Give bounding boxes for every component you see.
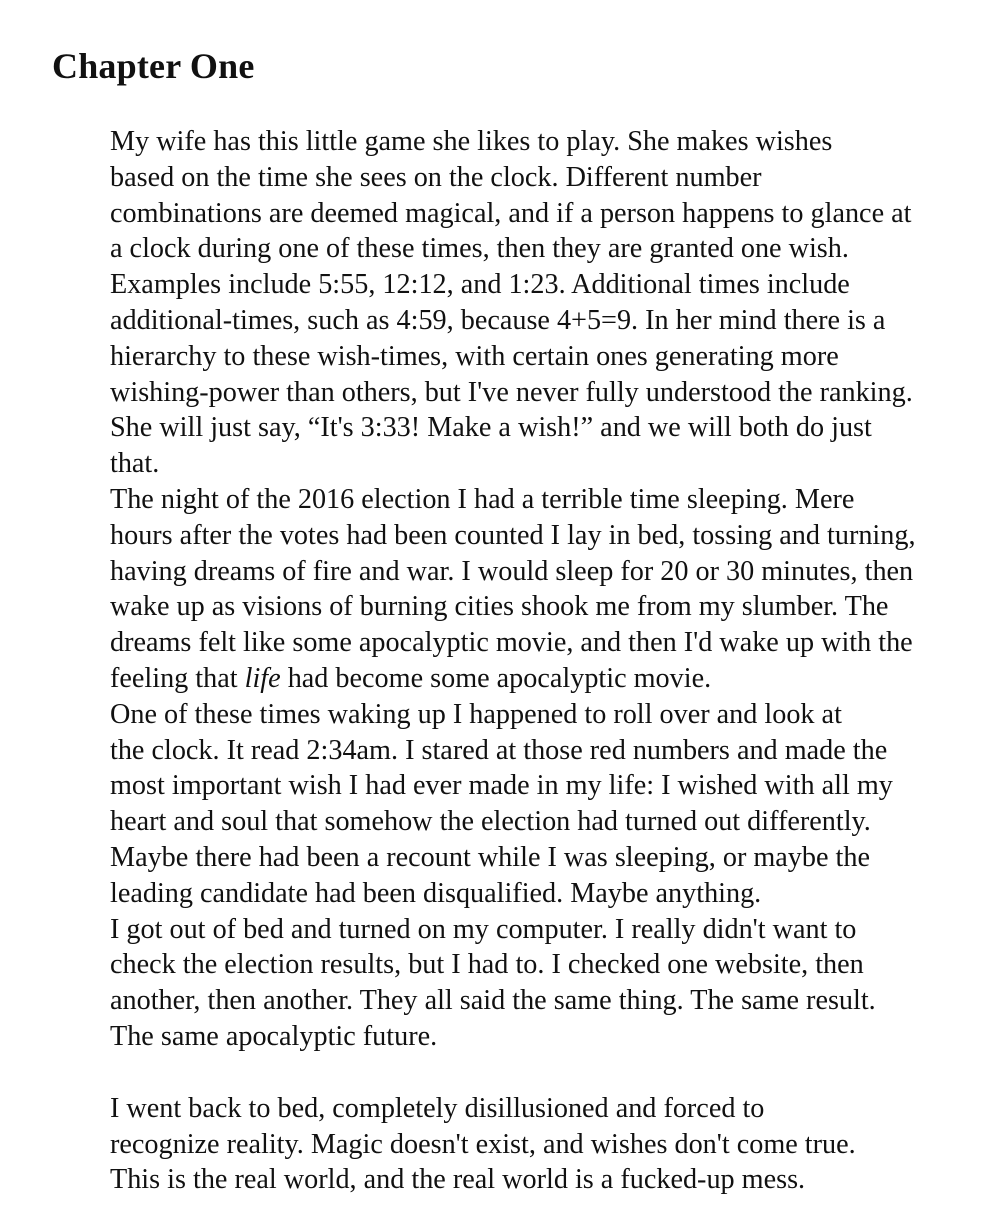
paragraph-1 [52, 124, 957, 482]
text-line: One of these times waking up I happened to roll over and look at [110, 698, 842, 730]
text-line: The same apocalyptic future. [110, 1020, 438, 1052]
text-line: most important wish I had ever made in my life: I wished with all my [110, 770, 893, 802]
text-line: wake up as visions of burning cities shook me from my slumber. The [110, 591, 889, 623]
text-line: hierarchy to these wish-times, with certain ones generating more [110, 340, 839, 372]
text-line: Maybe there had been a recount while I was sleeping, or maybe the [110, 841, 870, 873]
text-line: wishing-power than others, but I've never fully understood the ranking. [110, 376, 913, 408]
text-line: hours after the votes had been counted I lay in bed, tossing and turning, [110, 519, 916, 551]
text-line: that. [110, 448, 160, 480]
text-segment: feeling that [110, 662, 245, 694]
text-line: leading candidate had been disqualified. Maybe anything. [110, 877, 762, 909]
text-line: check the election results, but I had to. I checked one website, then [110, 949, 864, 981]
text-segment: had become some apocalyptic movie. [280, 662, 712, 694]
text-line: She will just say, “It's 3:33! Make a wish!” and we will both do just [110, 412, 872, 444]
paragraph-5 [52, 1091, 957, 1198]
paragraph-2 [52, 482, 957, 697]
text-line: additional-times, such as 4:59, because 4+5=9. In her mind there is a [110, 304, 886, 336]
text-line: a clock during one of these times, then they are granted one wish. [110, 233, 849, 265]
text-line: the clock. It read 2:34am. I stared at those red numbers and made the [110, 734, 888, 766]
text-line: combinations are deemed magical, and if a person happens to glance at [110, 197, 912, 229]
text-line: The night of the 2016 election I had a terrible time sleeping. Mere [110, 483, 855, 515]
text-line: My wife has this little game she likes to play. She makes wishes [110, 126, 833, 157]
text-line: I got out of bed and turned on my computer. I really didn't want to [110, 913, 857, 945]
text-line: having dreams of fire and war. I would sleep for 20 or 30 minutes, then [110, 555, 914, 587]
text-line: I went back to bed, completely disillusioned and forced to [110, 1092, 765, 1124]
text-line: another, then another. They all said the same thing. The same result. [110, 985, 876, 1017]
paragraph-gap [52, 1055, 957, 1091]
document-page [52, 44, 957, 1198]
text-line: Examples include 5:55, 12:12, and 1:23. Additional times include [110, 269, 850, 301]
italic-word: life [244, 662, 281, 694]
text-line: based on the time she sees on the clock. Different number [110, 161, 762, 193]
text-line: dreams felt like some apocalyptic movie, and then I'd wake up with the [110, 627, 913, 659]
paragraph-3 [52, 697, 957, 912]
text-line-with-italic [52, 661, 957, 697]
text-line: heart and soul that somehow the election had turned out differently. [110, 806, 871, 838]
paragraph-4 [52, 912, 957, 1055]
chapter-title: Chapter One [52, 46, 255, 86]
text-line: recognize reality. Magic doesn't exist, and wishes don't come true. [110, 1128, 856, 1160]
text-line: This is the real world, and the real world is a fucked-up mess. [110, 1164, 806, 1196]
